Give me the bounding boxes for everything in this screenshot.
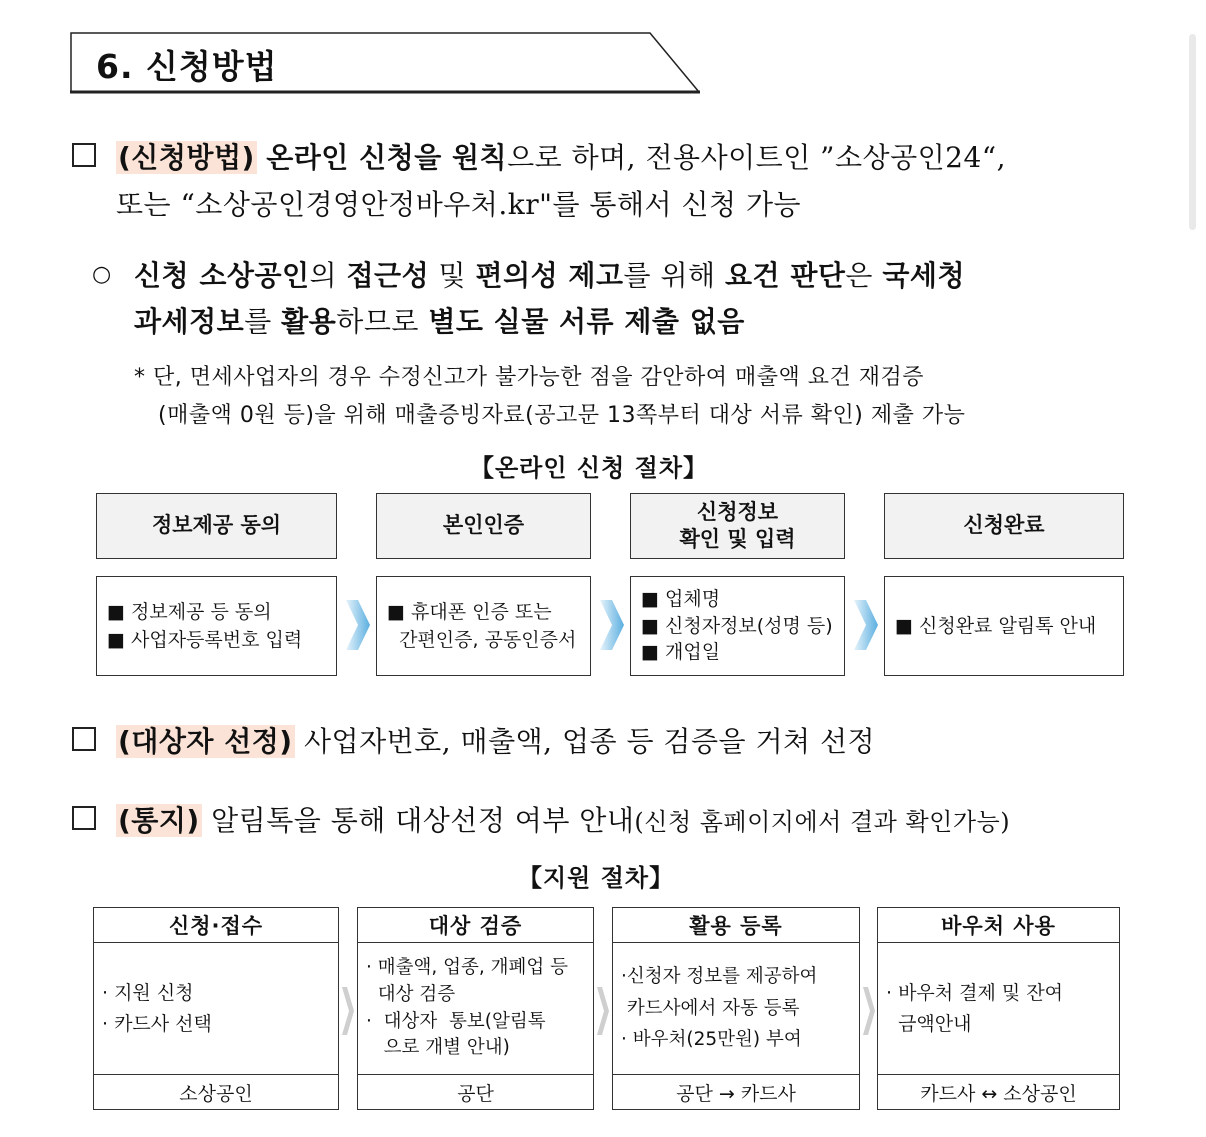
- checkbox-apply-method: [72, 143, 96, 167]
- support-step-3-head: 활용 등록: [613, 908, 859, 943]
- section-title-banner: [70, 32, 700, 92]
- online-step-3-body: [630, 576, 845, 676]
- selection-line: (대상자 선정) 사업자번호, 매출액, 업종 등 검증을 거쳐 선정: [118, 725, 876, 758]
- list-item: · 바우처(25만원) 부여: [621, 1029, 802, 1051]
- support-step-1-body: [94, 942, 338, 1075]
- chevron-right-icon: [344, 596, 372, 654]
- online-step-1-body: [96, 576, 337, 676]
- apply-method-bold: 온라인 신청을 원칙: [266, 141, 508, 174]
- checkbox-selection: [72, 727, 96, 751]
- list-item: · 매출액, 업종, 개폐업 등: [366, 956, 569, 978]
- chevron-right-icon: [862, 985, 876, 1037]
- online-step-2-body: [376, 576, 591, 676]
- chevron-right-icon: [341, 985, 355, 1037]
- online-procedure-title: 【온라인 신청 절차】: [470, 454, 708, 482]
- list-item: 대상 검증: [366, 983, 456, 1005]
- support-step-2-head: 대상 검증: [358, 908, 593, 943]
- notice-line: (통지) 알림톡을 통해 대상선정 여부 안내(신청 홈페이지에서 결과 확인가능): [118, 804, 1011, 837]
- support-step-1-head: 신청·접수: [94, 908, 338, 943]
- support-procedure-title: 【지원 절차】: [518, 864, 675, 892]
- chevron-right-icon: [596, 985, 610, 1037]
- support-step-1-actor: 소상공인: [94, 1074, 338, 1109]
- list-item: · 카드사 선택: [102, 1012, 212, 1035]
- support-step-3-actor: 공단 → 카드사: [613, 1074, 859, 1109]
- support-step-4-body: [878, 942, 1119, 1075]
- online-step-4-head: 신청완료: [884, 493, 1124, 559]
- notice-tag: (통지): [118, 804, 200, 837]
- list-item: ■ 신청완료 알림톡 안내: [895, 614, 1097, 637]
- support-step-2-actor: 공단: [358, 1074, 593, 1109]
- list-item: ■ 신청자정보(성명 등): [641, 614, 833, 637]
- list-item: ■ 사업자등록번호 입력: [107, 629, 303, 651]
- support-step-4-head: 바우처 사용: [878, 908, 1119, 943]
- online-step-2-head: 본인인증: [376, 493, 591, 559]
- scrollbar[interactable]: [1189, 34, 1196, 230]
- selection-tag: (대상자 선정): [118, 725, 293, 758]
- online-step-4-body: [884, 576, 1124, 676]
- list-item: 카드사에서 자동 등록: [621, 997, 800, 1019]
- list-item: ·신청자 정보를 제공하여: [621, 966, 818, 988]
- list-item: 간편인증, 공동인증서: [387, 629, 577, 651]
- note-line2: (매출액 0원 등)을 위해 매출증빙자료(공고문 13쪽부터 대상 서류 확인) 제출 가능: [158, 403, 966, 428]
- list-item: · 대상자 통보(알림톡: [366, 1010, 546, 1032]
- support-step-2-body: [358, 942, 593, 1075]
- sub-bullet-line2: 과세정보를 활용하므로 별도 실물 서류 제출 없음: [134, 305, 745, 338]
- support-step-3: [612, 907, 860, 1110]
- online-step-1-head: 정보제공 동의: [96, 493, 337, 559]
- support-step-2: [357, 907, 594, 1110]
- circle-bullet: ○: [92, 262, 112, 287]
- section-title: 6. 신청방법: [96, 47, 278, 86]
- list-item: · 바우처 결제 및 잔여: [886, 982, 1064, 1005]
- list-item: 으로 개별 안내): [366, 1037, 510, 1059]
- list-item: ■ 정보제공 등 동의: [107, 600, 272, 623]
- apply-method-tag: (신청방법): [118, 141, 255, 174]
- list-item: ■ 휴대폰 인증 또는: [387, 600, 552, 623]
- list-item: ■ 개업일: [641, 641, 721, 664]
- apply-method-line2: 또는 “소상공인경영안정바우처.kr"를 통해서 신청 가능: [116, 188, 802, 221]
- list-item: ■ 업체명: [641, 588, 721, 611]
- list-item: · 지원 신청: [102, 982, 194, 1005]
- note-line1: * 단, 면세사업자의 경우 수정신고가 불가능한 점을 감안하여 매출액 요건 재검증: [134, 365, 924, 390]
- sub-bullet-line1: 신청 소상공인의 접근성 및 편의성 제고를 위해 요건 판단은 국세청: [134, 259, 966, 292]
- chevron-right-icon: [852, 596, 880, 654]
- list-item: 금액안내: [886, 1012, 972, 1035]
- checkbox-notice: [72, 806, 96, 830]
- chevron-right-icon: [598, 596, 626, 654]
- support-step-4: [877, 907, 1120, 1110]
- apply-method-line1: [116, 136, 1006, 176]
- support-step-1: [93, 907, 339, 1110]
- support-step-3-body: [613, 942, 859, 1075]
- online-step-3-head: 신청정보 확인 및 입력: [630, 493, 845, 559]
- apply-method-rest: 으로 하며, 전용사이트인 ”소상공인24“,: [507, 141, 1007, 174]
- support-step-4-actor: 카드사 ↔ 소상공인: [878, 1074, 1119, 1109]
